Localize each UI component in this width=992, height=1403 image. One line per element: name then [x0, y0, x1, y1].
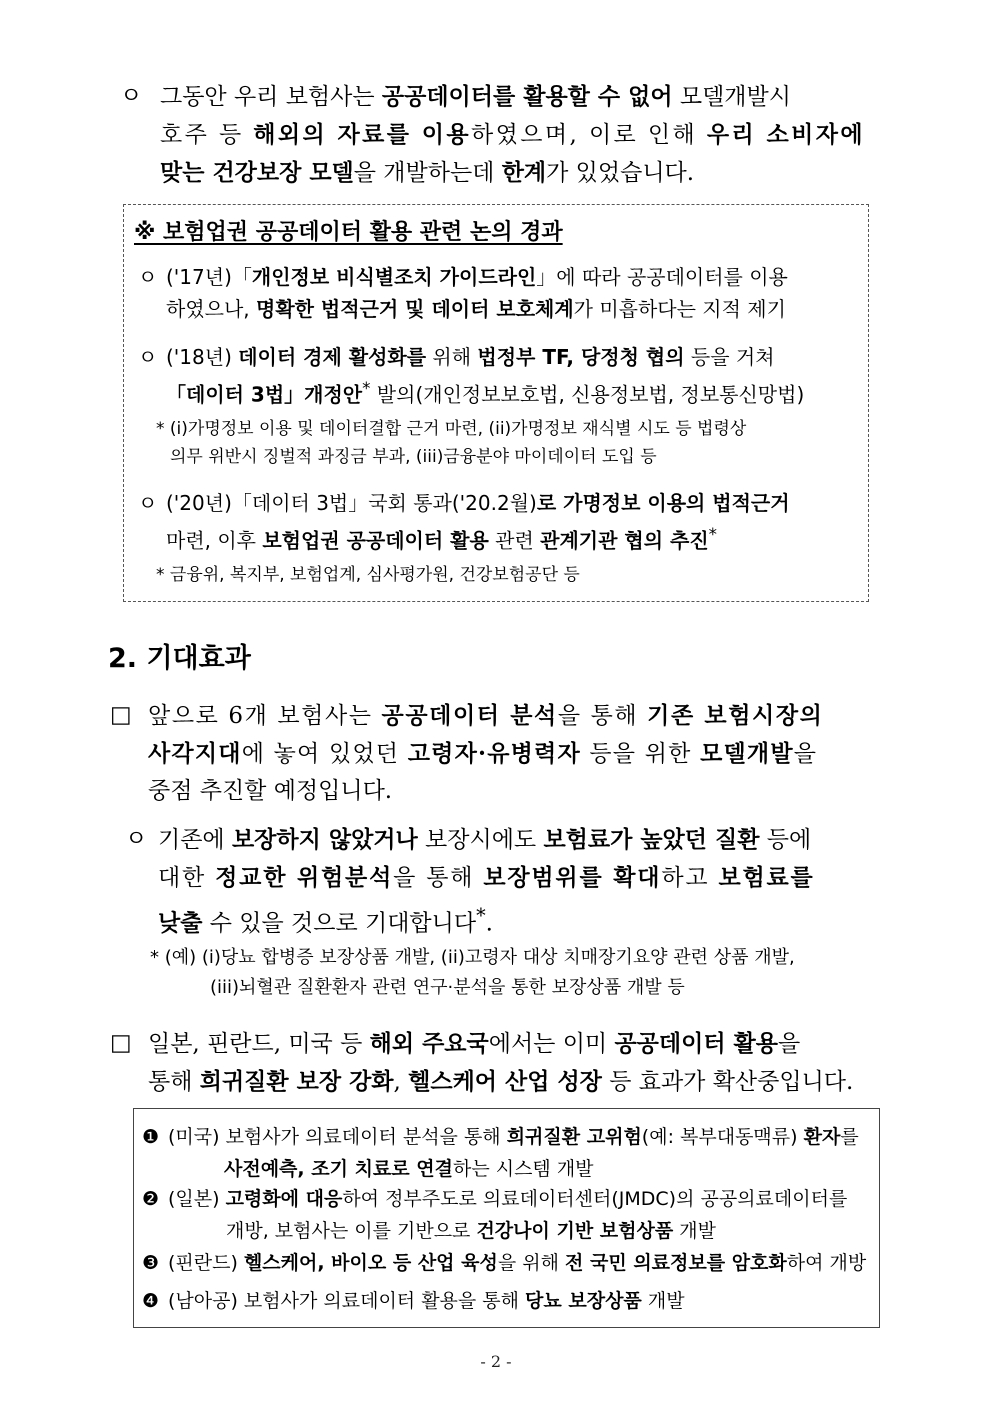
bold-text-run: 「데이터 3법」개정안 — [166, 382, 363, 407]
text-line — [148, 1025, 853, 1063]
text-run: 관련 — [488, 528, 541, 553]
text-line — [166, 341, 804, 373]
discussion-history-box — [123, 204, 869, 602]
bold-text-run: 보험료가 높았던 질환 — [543, 826, 760, 853]
text-run: 기존에 — [158, 827, 232, 853]
text-run: 일본, 핀란드, 미국 등 — [148, 1031, 370, 1057]
text-line — [166, 261, 788, 293]
text-line: * (예) (i)당뇨 합병증 보장상품 개발, (ii)고령자 대상 치매장기요양 관련 상품 개발, — [150, 947, 795, 968]
bold-text-run: 희귀질환 고위험 — [506, 1126, 642, 1148]
text-line — [142, 1121, 859, 1153]
text-run: ('17년)「 — [166, 265, 252, 289]
square-bullet: □ — [110, 702, 132, 728]
text-run: 을 — [778, 1031, 801, 1057]
text-run: 개방, 보험사는 이를 기반으로 — [226, 1220, 477, 1242]
bold-text-run: 고령자·유병력자 — [407, 740, 581, 767]
text-line — [158, 821, 815, 859]
text-line — [166, 293, 788, 325]
bold-text-run: 명확한 법적근거 및 데이터 보호체계 — [256, 297, 574, 321]
bold-text-run: 해외의 자료를 이용 — [253, 121, 472, 148]
circle-bullet: ㅇ — [120, 83, 143, 109]
paragraph-body — [158, 821, 815, 943]
text-line — [142, 1183, 847, 1215]
text-line — [148, 697, 823, 735]
text-line — [166, 487, 790, 519]
text-run: 통해 — [148, 1069, 200, 1095]
text-run: 모델개발시 — [672, 84, 791, 110]
bold-text-run: 당뇨 보장상품 — [525, 1290, 642, 1312]
footnote-marker: * — [362, 379, 371, 398]
case-finland — [142, 1247, 866, 1279]
text-run: 등을 거쳐 — [684, 345, 775, 369]
text-run: 앞으로 6개 보험사는 — [148, 703, 382, 729]
text-run: 위해 — [426, 345, 478, 369]
bold-text-run: 모델개발 — [700, 740, 794, 767]
bold-text-run: 공공데이터 활용 — [614, 1030, 778, 1057]
text-line — [142, 1285, 685, 1317]
text-run: (남아공) 보험사가 의료데이터 활용을 통해 — [168, 1290, 526, 1312]
bold-text-run: 사각지대 — [148, 740, 242, 767]
text-line — [148, 1063, 853, 1101]
bold-text-run: 보장범위를 확대 — [483, 864, 662, 891]
text-run: 하였으며, 이로 인해 — [471, 122, 707, 148]
text-run: 등에 — [759, 827, 812, 853]
bold-text-run: 정교한 위험분석 — [215, 864, 394, 891]
text-line — [160, 116, 865, 154]
text-line — [142, 1153, 859, 1185]
text-run: 에서는 이미 — [488, 1031, 615, 1057]
text-run: 개발 — [641, 1290, 685, 1312]
text-run: 하는 시스템 개발 — [452, 1158, 594, 1180]
page-number: - 2 - — [480, 1352, 512, 1371]
bold-text-run: 공공데이터 분석 — [381, 702, 558, 729]
text-run: 을 통해 — [557, 703, 648, 729]
circle-bullet: ㅇ — [125, 826, 148, 852]
footnote-marker: * — [476, 904, 486, 927]
bold-text-run: 낮출 — [158, 909, 203, 937]
text-run: . — [485, 910, 493, 937]
text-run: (일본) — [168, 1188, 226, 1210]
circle-bullet: ㅇ — [138, 491, 158, 515]
text-line — [160, 78, 865, 116]
bold-text-run: 고령화에 대응 — [225, 1188, 343, 1210]
bold-text-run: 헬스케어, 바이오 등 산업 육성 — [243, 1252, 498, 1274]
text-run: 중점 추진할 예정입니다. — [148, 778, 393, 804]
history-item-body — [166, 261, 788, 325]
text-run: 가 있었습니다. — [546, 160, 695, 186]
text-run: 을 통해 — [393, 865, 484, 891]
bold-text-run: 해외 주요국 — [369, 1030, 489, 1057]
text-run: 마련, 이후 — [166, 528, 263, 553]
footnote-marker: * — [708, 525, 717, 544]
bold-text-run: 건강나이 기반 보험상품 — [476, 1220, 674, 1242]
text-run: 하여 정부주도로 의료데이터센터(JMDC)의 공공의료데이터를 — [342, 1188, 848, 1210]
footnote-2018 — [156, 415, 746, 471]
text-line — [160, 154, 865, 192]
text-run: 수 있을 것으로 기대합니다 — [202, 910, 477, 937]
bold-text-run: 한계 — [501, 159, 547, 186]
text-run: ('20년)「데이터 3법」국회 통과('20.2월) — [166, 491, 537, 515]
bold-text-run: 데이터 경제 활성화를 — [238, 345, 427, 369]
text-line — [166, 373, 804, 411]
text-line — [166, 519, 790, 557]
square-bullet: □ — [110, 1030, 132, 1056]
paragraph-body — [148, 1025, 853, 1101]
bold-text-run: 관계기관 협의 추진 — [540, 528, 709, 553]
case-usa — [142, 1121, 859, 1185]
text-run: (핀란드) — [168, 1252, 244, 1274]
box-title: ※ 보험업권 공공데이터 활용 관련 논의 경과 — [134, 220, 563, 245]
text-line — [158, 897, 815, 943]
bold-text-run: 보장하지 않았거나 — [231, 826, 418, 853]
text-run: 보장시에도 — [417, 827, 544, 853]
number-marker: ❷ — [142, 1188, 160, 1210]
bold-text-run: 헬스케어 산업 성장 — [408, 1068, 602, 1095]
text-line: * 금융위, 복지부, 보험업계, 심사평가원, 건강보험공단 등 — [156, 565, 580, 585]
bold-text-run: 환자 — [803, 1126, 841, 1148]
text-run: 개발 — [673, 1220, 716, 1242]
text-line — [158, 859, 815, 897]
number-marker: ❸ — [142, 1252, 160, 1274]
expected-effect-footnote — [150, 943, 795, 1003]
case-south-africa — [142, 1285, 685, 1317]
footnote-2020 — [156, 561, 580, 589]
history-item-body — [166, 341, 804, 411]
text-run: 호주 등 — [160, 122, 254, 148]
text-run: 하여 개방 — [786, 1252, 867, 1274]
bold-text-run: 우리 소비자에 — [706, 121, 865, 148]
overseas-cases-box — [133, 1108, 880, 1328]
text-run: 하고 — [661, 865, 719, 891]
text-run: 을 — [793, 741, 818, 767]
text-run: (예: 복부대동맥류) — [641, 1126, 804, 1148]
number-marker: ❹ — [142, 1290, 160, 1312]
bold-text-run: 로 — [536, 491, 564, 515]
text-run: 을 개발하는데 — [353, 160, 502, 186]
case-japan — [142, 1183, 847, 1247]
text-line — [148, 735, 823, 773]
history-item-body — [166, 487, 790, 557]
bold-text-run: 사전예측, 조기 치료로 연결 — [224, 1158, 453, 1180]
section-heading: 2. 기대효과 — [108, 643, 251, 674]
text-run: 등을 위한 — [580, 741, 701, 767]
text-run: 를 — [840, 1126, 859, 1148]
text-run: (미국) 보험사가 의료데이터 분석을 통해 — [168, 1126, 507, 1148]
intro-paragraph-body — [160, 78, 865, 192]
bold-text-run: 기존 보험시장의 — [647, 702, 824, 729]
circle-bullet: ㅇ — [138, 345, 158, 369]
paragraph-body — [148, 697, 823, 810]
text-line: * (i)가명정보 이용 및 데이터결합 근거 마련, (ii)가명정보 재식별 시도 등 법령상 — [156, 419, 747, 439]
bold-text-run: 보험료를 — [718, 864, 815, 891]
text-line: 의무 위반시 징벌적 과징금 부과, (iii)금융분야 마이데이터 도입 등 — [170, 447, 657, 467]
bold-text-run: 가명정보 이용의 법적근거 — [563, 491, 790, 515]
text-line: (iii)뇌혈관 질환환자 관련 연구·분석을 통한 보장상품 개발 등 — [210, 977, 685, 998]
text-line — [148, 773, 823, 810]
text-run: ('18년) — [166, 345, 239, 369]
bold-text-run: 전 국민 의료정보를 암호화 — [565, 1252, 787, 1274]
text-run: 가 미흡하다는 지적 제기 — [573, 297, 786, 321]
bold-text-run: 법정부 TF, 당정청 협의 — [477, 345, 685, 369]
bold-text-run: 공공데이터를 활용할 수 없어 — [381, 83, 673, 110]
bold-text-run: 맞는 건강보장 모델 — [160, 159, 354, 186]
number-marker: ❶ — [142, 1126, 160, 1148]
text-line — [142, 1215, 847, 1247]
text-run: 하였으나, — [166, 297, 256, 321]
text-run: 에 놓여 있었던 — [241, 741, 408, 767]
text-run: 등 효과가 확산중입니다. — [601, 1069, 854, 1095]
bold-text-run: 희귀질환 보장 강화 — [199, 1068, 394, 1095]
bold-text-run: 개인정보 비식별조치 가이드라인 — [251, 265, 537, 289]
bold-text-run: 보험업권 공공데이터 활용 — [262, 528, 489, 553]
text-run: 그동안 우리 보험사는 — [160, 84, 382, 110]
text-line — [142, 1247, 866, 1279]
text-run: 」에 따라 공공데이터를 이용 — [536, 265, 788, 289]
text-run: 대한 — [158, 865, 216, 891]
circle-bullet: ㅇ — [138, 265, 158, 289]
text-run: 을 위해 — [497, 1252, 566, 1274]
text-run: 발의(개인정보보호법, 신용정보법, 정보통신망법) — [370, 382, 805, 407]
text-run: , — [393, 1069, 409, 1095]
